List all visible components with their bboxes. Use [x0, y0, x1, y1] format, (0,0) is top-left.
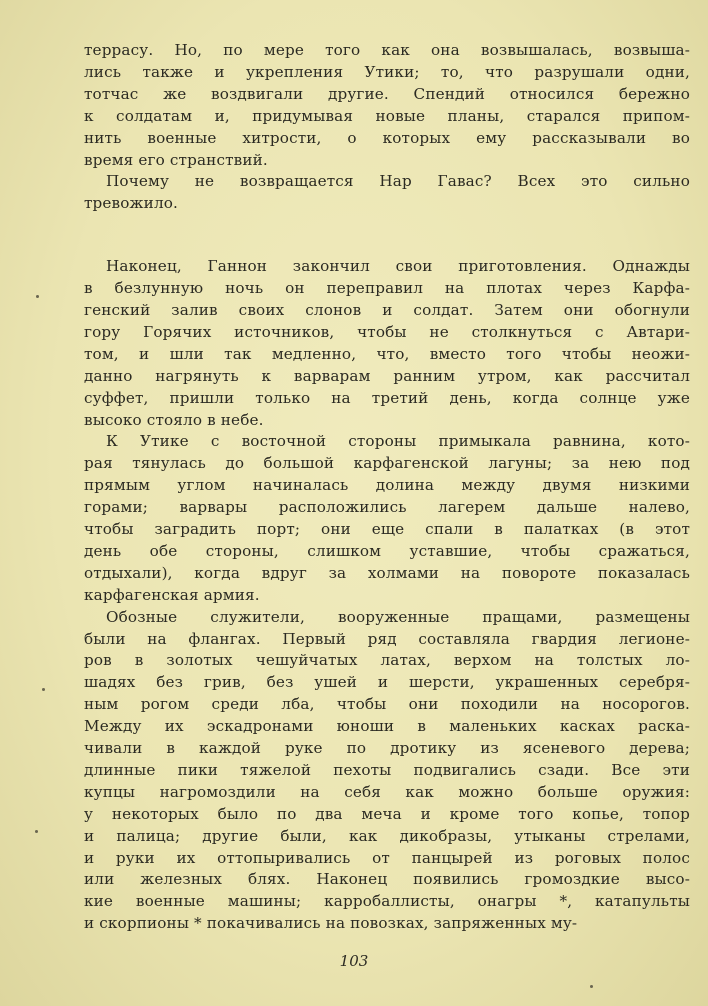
text-line: купцы нагромоздили на себя как можно больше оружия: [84, 782, 690, 801]
text-line: и руки их оттопыривались от панцырей из роговых полос [84, 848, 690, 867]
text-line: высоко стояло в небе. [84, 410, 264, 429]
text-line: день обе стороны, слишком уставшие, чтобы сражаться, [84, 541, 690, 560]
text-line: гору Горячих источников, чтобы не столкнуться с Автари- [84, 322, 690, 341]
page-number: 103 [339, 952, 369, 970]
text-line: чтобы заградить порт; они еще спали в палатках (в этот [84, 520, 690, 538]
text-line: генский залив своих слонов и солдат. Затем они обогнули [84, 301, 690, 319]
text-line: время его странствий. [84, 150, 268, 169]
text-line: карфагенская армия. [84, 585, 260, 604]
text-line: или железных блях. Наконец появились громоздкие высо- [84, 870, 690, 889]
paper-speck [42, 688, 45, 691]
text-line: нить военные хитрости, о которых ему рассказывали во [84, 128, 690, 147]
text-line: тревожило. [84, 194, 179, 213]
text-line: отдыхали), когда вдруг за холмами на повороте показалась [84, 563, 690, 582]
text-line: Почему не возвращается Нар Гавас? Всех это сильно [106, 172, 690, 191]
text-line: том, и шли так медленно, что, вместо того чтобы неожи- [84, 344, 690, 363]
text-line: длинные пики тяжелой пехоты подвигались сзади. Все эти [84, 760, 690, 779]
text-line: были на флангах. Первый ряд составляла гвардия легионе- [84, 629, 690, 648]
text-line: суффет, пришли только на третий день, когда солнце уже [84, 388, 690, 407]
text-line: горами; варвары расположились лагерем дальше налево, [84, 498, 690, 517]
text-line: ным рогом среди лба, чтобы они походили на носорогов. [84, 695, 690, 714]
paper-speck [36, 295, 39, 298]
text-line: чивали в каждой руке по дротику из ясеневого дерева; [84, 739, 690, 757]
text-line: шадях без грив, без ушей и шерсти, украшенных серебря- [84, 673, 690, 692]
text-line: Между их эскадронами юноши в маленьких касках раска- [84, 717, 690, 736]
text-line: и скорпионы * покачивались на повозках, запряженных му- [84, 914, 578, 933]
text-line: Обозные служители, вооруженные пращами, размещены [106, 607, 690, 626]
text-line: к солдатам и, придумывая новые планы, старался припом- [84, 106, 690, 125]
text-line: и палица; другие были, как дикобразы, утыканы стрелами, [84, 826, 690, 845]
text-line: у некоторых было по два меча и кроме того копье, топор [84, 804, 690, 823]
text-line: прямым углом начиналась долина между двумя низкими [84, 476, 690, 495]
text-line: кие военные машины; карробаллисты, онагры *, катапульты [84, 892, 690, 911]
text-line: К Утике с восточной стороны примыкала равнина, кото- [106, 432, 690, 451]
text-line: рая тянулась до большой карфагенской лагуны; за нею под [84, 454, 690, 473]
text-line: лись также и укрепления Утики; то, что разрушали одни, [84, 62, 690, 81]
text-line: тотчас же воздвигали другие. Спендий относился бережно [84, 84, 690, 103]
text-line: в безлунную ночь он переправил на плотах через Карфа- [84, 279, 690, 298]
text-line: данно нагрянуть к варварам ранним утром, как рассчитал [84, 366, 690, 385]
text-line: ров в золотых чешуйчатых латах, верхом на толстых ло- [84, 651, 690, 670]
paper-speck [35, 830, 38, 833]
text-line: Наконец, Ганнон закончил свои приготовления. Однажды [106, 257, 690, 276]
text-line: террасу. Но, по мере того как она возвышалась, возвыша- [84, 41, 690, 59]
paper-speck [590, 985, 593, 988]
